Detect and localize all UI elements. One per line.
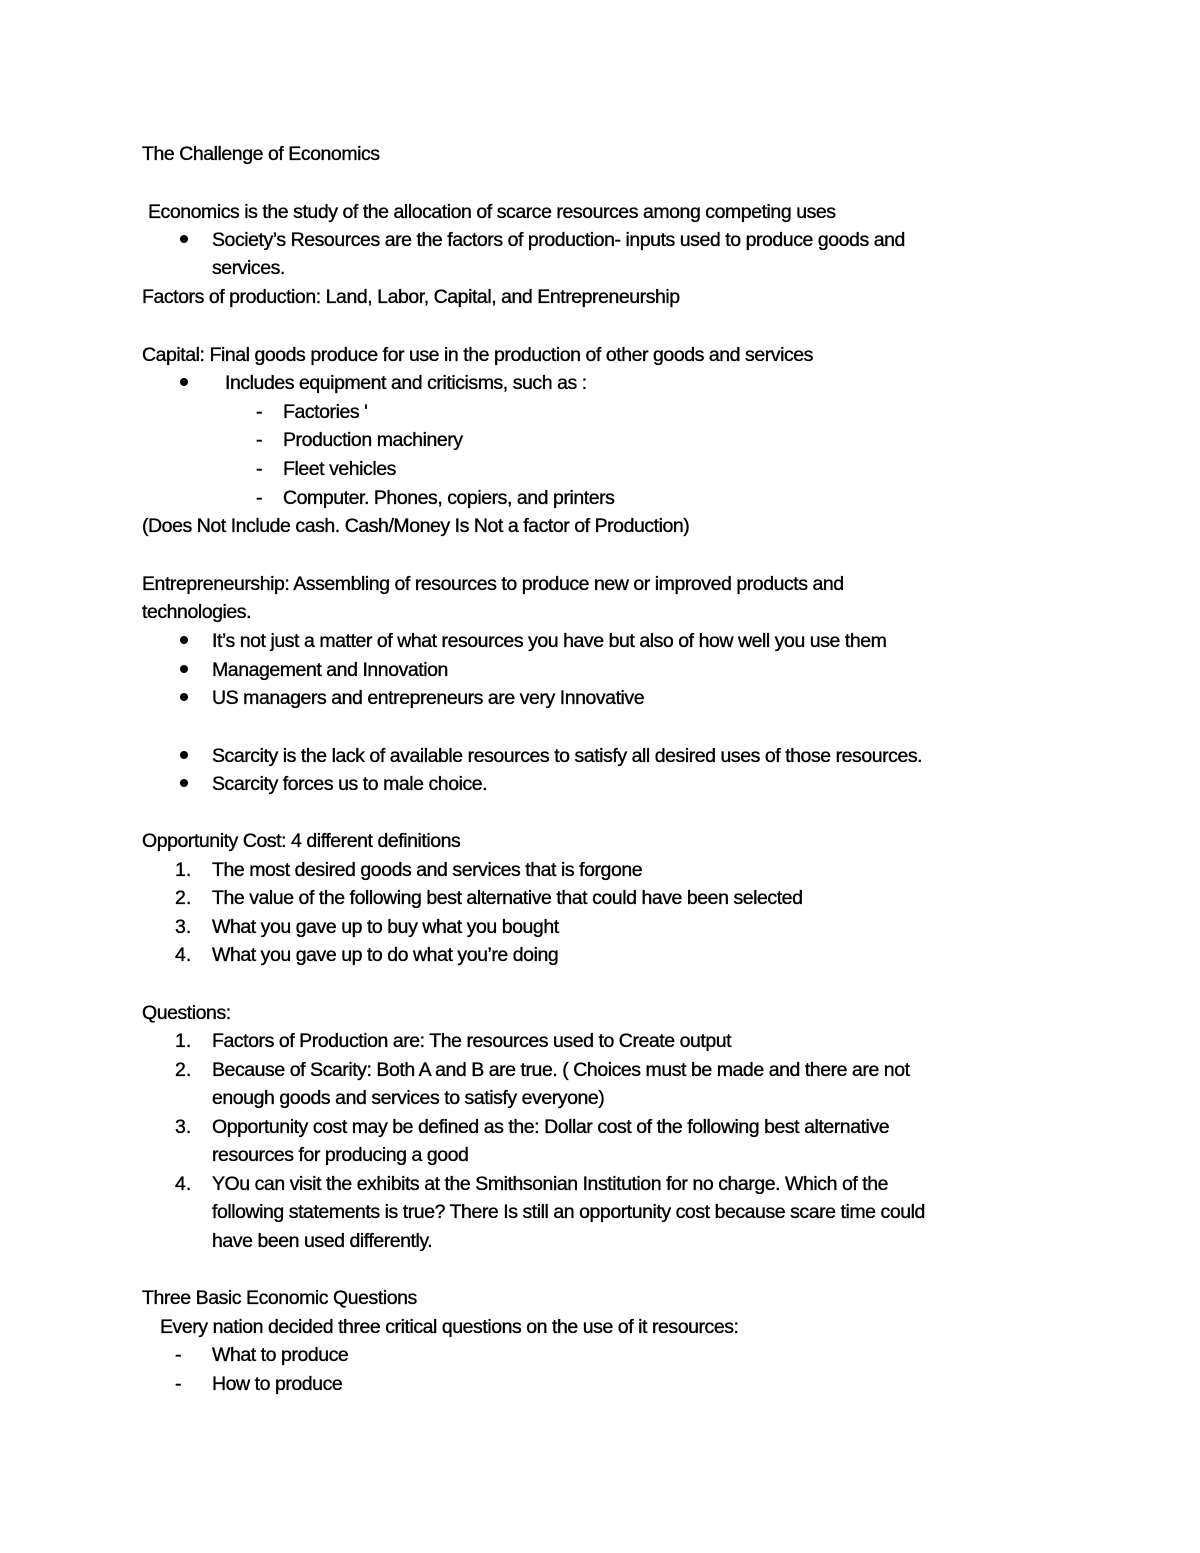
opportunity-cost-item: The most desired goods and services that is forgone <box>212 859 643 881</box>
question-3-line1: Opportunity cost may be defined as the: Dollar cost of the following best alternative <box>212 1116 890 1138</box>
entrepreneurship-bullet: Management and Innovation <box>212 659 448 681</box>
number-marker: 1. <box>175 859 192 881</box>
resources-bullet-line2: services. <box>212 257 285 279</box>
bullet-dot <box>180 751 188 759</box>
capital-heading: Capital: Final goods produce for use in the production of other goods and services <box>142 344 813 366</box>
three-questions-intro: Every nation decided three critical questions on the use of it resources: <box>160 1316 739 1338</box>
question-2-line1: Because of Scarity: Both A and B are true. ( Choices must be made and there are not <box>212 1059 910 1081</box>
bullet-dot <box>180 378 188 386</box>
number-marker: 2. <box>175 1059 192 1081</box>
number-marker: 4. <box>175 1173 192 1195</box>
economic-question-item: What to produce <box>212 1344 349 1366</box>
question-4-line1: YOu can visit the exhibits at the Smithsonian Institution for no charge. Which of the <box>212 1173 889 1195</box>
question-4-line3: have been used differently. <box>212 1230 433 1252</box>
capital-bullet: Includes equipment and criticisms, such as : <box>225 372 587 394</box>
dash-marker: - <box>175 1344 182 1366</box>
bullet-dot <box>180 779 188 787</box>
factors-of-production: Factors of production: Land, Labor, Capital, and Entrepreneurship <box>142 286 680 308</box>
number-marker: 3. <box>175 1116 192 1138</box>
question-3-line2: resources for producing a good <box>212 1144 469 1166</box>
opportunity-cost-item: What you gave up to do what you’re doing <box>212 944 559 966</box>
question-4-line2: following statements is true? There Is still an opportunity cost because scare time could <box>212 1201 925 1223</box>
dash-marker: - <box>256 487 263 509</box>
dash-marker: - <box>256 401 263 423</box>
opportunity-cost-item: The value of the following best alternative that could have been selected <box>212 887 803 909</box>
capital-item: Computer. Phones, copiers, and printers <box>283 487 615 509</box>
capital-item: Production machinery <box>283 429 463 451</box>
entrepreneurship-heading-line2: technologies. <box>142 601 252 623</box>
three-questions-heading: Three Basic Economic Questions <box>142 1287 417 1309</box>
entrepreneurship-bullet: US managers and entrepreneurs are very Innovative <box>212 687 645 709</box>
page-title: The Challenge of Economics <box>142 143 380 165</box>
number-marker: 3. <box>175 916 192 938</box>
number-marker: 2. <box>175 887 192 909</box>
entrepreneurship-bullet: It’s not just a matter of what resources you have but also of how well you use them <box>212 630 887 652</box>
dash-marker: - <box>256 458 263 480</box>
scarcity-bullet: Scarcity forces us to male choice. <box>212 773 488 795</box>
bullet-dot <box>180 665 188 673</box>
bullet-dot <box>180 693 188 701</box>
bullet-dot <box>180 636 188 644</box>
question-2-line2: enough goods and services to satisfy everyone) <box>212 1087 605 1109</box>
bullet-dot <box>180 235 188 243</box>
capital-item: Factories ' <box>283 401 368 423</box>
questions-heading: Questions: <box>142 1002 231 1024</box>
dash-marker: - <box>175 1373 182 1395</box>
capital-item: Fleet vehicles <box>283 458 396 480</box>
question-1: Factors of Production are: The resources used to Create output <box>212 1030 732 1052</box>
number-marker: 1. <box>175 1030 192 1052</box>
scarcity-bullet: Scarcity is the lack of available resources to satisfy all desired uses of those resources. <box>212 745 923 767</box>
resources-bullet-line1: Society’s Resources are the factors of production- inputs used to produce goods and <box>212 229 905 251</box>
dash-marker: - <box>256 429 263 451</box>
number-marker: 4. <box>175 944 192 966</box>
capital-note: (Does Not Include cash. Cash/Money Is Not a factor of Production) <box>142 515 690 537</box>
economics-definition: Economics is the study of the allocation of scarce resources among competing uses <box>148 201 836 223</box>
entrepreneurship-heading-line1: Entrepreneurship: Assembling of resources to produce new or improved products and <box>142 573 844 595</box>
opportunity-cost-item: What you gave up to buy what you bought <box>212 916 559 938</box>
opportunity-cost-heading: Opportunity Cost: 4 different definitions <box>142 830 461 852</box>
economic-question-item: How to produce <box>212 1373 343 1395</box>
